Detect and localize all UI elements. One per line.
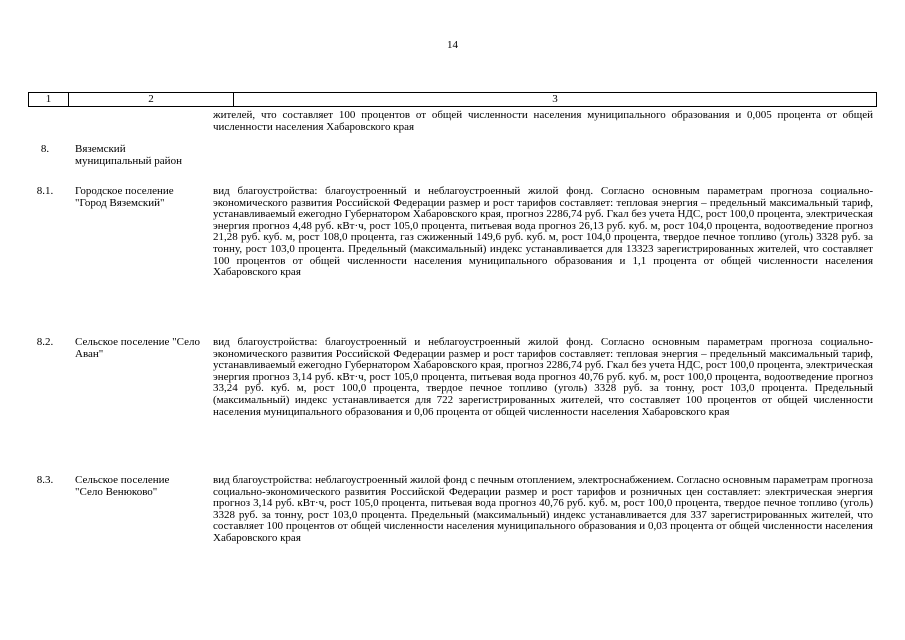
row-description: вид благоустройства: благоустроенный и неблагоустроенный жилой фонд. Согласно основным параметрам прогноза социально-экономического развития Российской Федерации размер и рост тарифов составляет: тепловая энергия – предельный максимальный тариф, устанавливаемый ежегодно Губернатором Хабаровского края, прогноз 2286,74 руб. Гкал без учета НДС, рост 100,0 процента, электрическая энергия прогноз 4,48 руб. кВт·ч, рост 105,0 процента, питьевая вода прогноз 26,13 руб. куб. м, рост 104,0 процента, водоотведение прогноз 21,28 руб. куб. м, рост 108,0 процента, газ сжиженный 149,6 руб. куб. м, рост 104,0 процента, твердое печное топливо (уголь) 3328 руб. за тонну, рост 103,0 процента. Предельный (максимальный) индекс устанавливается для 13323 зарегистрированных жителей, что составляет 100 процентов от общей численности населения муниципального образования и 1,1 процента от общей численности населения Хабаровского края [213,185,873,279]
table-header-col-1: 1 [29,93,69,106]
row-name: Вяземский муниципальный район [75,143,182,167]
table-header-row [28,92,877,107]
row-name: Сельское поселение "Село Венюково" [75,474,170,498]
row-number: 8.2. [36,336,54,348]
row-description: вид благоустройства: благоустроенный и неблагоустроенный жилой фонд. Согласно основным параметрам прогноза социально-экономического развития Российской Федерации размер и рост тарифов составляет: тепловая энергия – предельный максимальный тариф, устанавливаемый ежегодно Губернатором Хабаровского края, прогноз 2286,74 руб. Гкал без учета НДС, рост 100,0 процента, электрическая энергия прогноз 3,14 руб. кВт·ч, рост 105,0 процента, питьевая вода прогноз 40,76 руб. куб. м, рост 100,0 процента, водоотведение прогноз 33,24 руб. куб. м, рост 100,0 процента, твердое печное топливо (уголь) 3328 руб. за тонну, рост 103,0 процента. Предельный (максимальный) индекс устанавливается для 722 зарегистрированных жителей, что составляет 100 процентов от общей численности населения муниципального образования и 0,06 процента от общей численности населения Хабаровского края [213,336,873,418]
row-number: 8.1. [36,185,54,197]
row-name: Городское поселение "Город Вяземский" [75,185,174,209]
row-number: 8.3. [36,474,54,486]
row-number: 8. [40,143,50,155]
page-number: 14 [447,39,458,51]
row-name: Сельское поселение "Село Аван" [75,336,200,360]
row-description: вид благоустройства: неблагоустроенный жилой фонд с печным отоплением, электроснабжением. Согласно основным параметрам прогноза социально-экономического развития Российской Федерации размер и рост тарифов и розничных цен составляет: электрическая энергия прогноз 3,14 руб. кВт·ч, рост 105,0 процента, питьевая вода прогноз 40,76 руб. куб. м, рост 100,0 процента, твердое печное топливо (уголь) 3328 руб. за тонну, рост 103,0 процента. Предельный (максимальный) индекс устанавливается для 337 зарегистрированных жителей, что составляет 100 процентов от общей численности населения муниципального образования и 0,03 процента от общей численности населения Хабаровского края [213,474,873,544]
table-header-col-3: 3 [552,93,558,105]
continuation-text: жителей, что составляет 100 процентов от общей численности населения муниципального образования и 0,005 процента от общей численности населения Хабаровского края [213,109,873,133]
table-header-col-2: 2 [69,93,234,106]
